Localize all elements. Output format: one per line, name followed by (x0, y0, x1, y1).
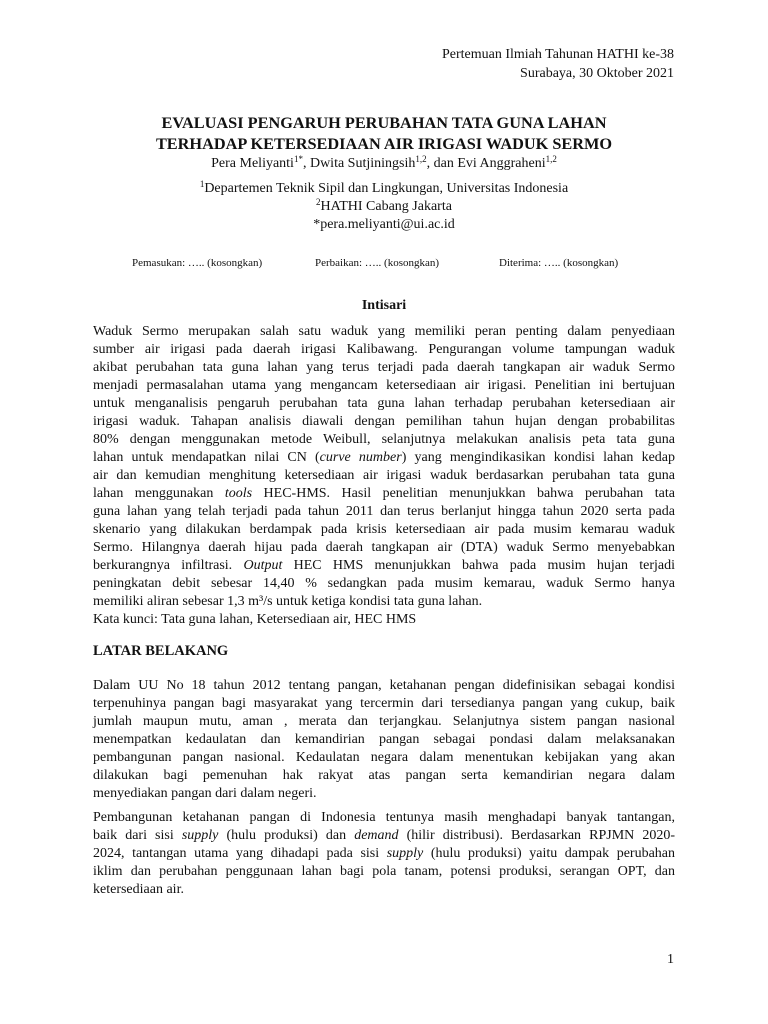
page-number: 1 (667, 952, 674, 967)
title-line-2: TERHADAP KETERSEDIAAN AIR IRIGASI WADUK SERMO (155, 134, 613, 153)
abstract-body (93, 323, 675, 611)
affiliation-2-mark: 2 (316, 197, 321, 207)
paragraph-line (93, 827, 675, 845)
submitted-date: Pemasukan: ….. (kosongkan) (132, 257, 263, 269)
affiliation-1-text: Departemen Teknik Sipil dan Lingkungan, Universitas Indonesia (204, 181, 569, 196)
paragraph-text: (hulu produksi) dan (218, 828, 355, 843)
abstract-line: memiliki aliran sebesar 1,3 m³/s untuk ketiga kondisi tata guna lahan. (93, 594, 483, 609)
paragraph-line: jumlah maupun mutu, aman , merata dan terjangkau. Selanjutnya sistem pangan nasional (93, 714, 675, 729)
abstract-line (93, 485, 675, 503)
abstract-line: sumber air irigasi pada daerah irigasi Kalibawang. Pengurangan volume tampungan waduk (93, 342, 675, 357)
abstract-emphasis: Output (243, 558, 283, 573)
author-3-mark: 1,2 (545, 154, 557, 164)
paragraph-line: ketersediaan air. (93, 882, 184, 897)
paragraph-line: pembangunan pangan nasional. Kedaulatan negara dalam menentukan kebijakan yang akan (93, 750, 675, 765)
affiliation-2 (0, 198, 768, 216)
author-2: , Dwita Sutjiningsih (302, 156, 416, 171)
paragraph-line: terpenuhinya pangan bagi masyarakat yang tercermin dari tersedianya pangan yang cukup, baik (93, 696, 675, 711)
section-heading: LATAR BELAKANG (93, 643, 229, 659)
paragraph-emphasis: demand (354, 828, 399, 843)
affiliations (0, 180, 768, 234)
abstract-line: irigasi waduk. Tahapan analisis diawali dengan pemilihan tahun hujan dengan probabilitas (93, 414, 675, 429)
title-line-1: EVALUASI PENGARUH PERUBAHAN TATA GUNA LAHAN (161, 113, 607, 132)
paragraph-line: iklim dan perubahan penggunaan lahan bagi pola tanam, potensi produksi, serangan OPT, dan (93, 864, 675, 879)
keywords: Kata kunci: Tata guna lahan, Ketersediaan air, HEC HMS (93, 612, 417, 627)
paragraph-text: (hulu produksi) yaitu dampak perubahan (423, 846, 676, 861)
affiliation-1-mark: 1 (199, 179, 205, 189)
paper-title (0, 112, 768, 154)
abstract-line (93, 557, 675, 575)
paragraph-line: menempatkan kedaulatan dan kemandirian pangan sebagai pondasi dalam melaksanakan (93, 732, 675, 747)
paragraph-line: Pembangunan ketahanan pangan di Indonesia tentunya masih menghadapi banyak tantangan, (93, 810, 675, 825)
author-2-mark: 1,2 (415, 154, 427, 164)
paragraph-emphasis: supply (181, 828, 219, 843)
paragraph-line: Dalam UU No 18 tahun 2012 tentang pangan, ketahanan pengan didefinisikan sebagai kondisi (93, 678, 675, 693)
paragraph-line: menyediakan pangan dari dalam negeri. (93, 786, 317, 801)
revised-date: Perbaikan: ….. (kosongkan) (315, 257, 440, 269)
abstract-line: Waduk Sermo merupakan salah satu waduk yang memiliki peran penting dalam penyediaan (93, 324, 675, 339)
abstract-line: peningkatan debit sebesar 14,40 % sedangkan pada musim kemarau, waduk Sermo hanya (93, 576, 675, 591)
abstract-line: Sermo. Hilangnya daerah hijau pada daerah tangkapan air (DTA) waduk Sermo menyebabkan (93, 540, 675, 555)
abstract-emphasis: tools (224, 486, 253, 501)
paragraph-line (93, 845, 675, 863)
abstract-line: untuk menganalisis pengaruh perubahan tata guna lahan terhadap perubahan ketersediaan air (93, 396, 675, 411)
abstract-heading: Intisari (361, 298, 407, 313)
abstract-text: lahan menggunakan (93, 486, 225, 501)
abstract-text: lahan untuk mendapatkan nilai CN ( (93, 450, 320, 465)
abstract-line: menjadi permasalahan utama yang mengancam ketersediaan air irigasi. Penelitian ini bertujuan (93, 378, 675, 393)
author-3: , dan Evi Anggraheni (426, 156, 546, 171)
conference-name: Pertemuan Ilmiah Tahunan HATHI ke-38 (441, 47, 674, 62)
abstract-text: HEC HMS menunjukkan bahwa pada musim hujan terjadi (282, 558, 676, 573)
accepted-date: Diterima: ….. (kosongkan) (499, 257, 619, 269)
conference-header (442, 45, 674, 83)
abstract-line: akibat perubahan tata guna lahan yang terus terjadi pada daerah tangkapan air waduk Sermo (93, 360, 675, 375)
author-list (0, 154, 768, 173)
abstract-line: air dan kemudian menghitung ketersediaan air irigasi waduk berdasarkan perubahan tata guna (93, 468, 675, 483)
abstract-line (93, 449, 675, 467)
abstract-emphasis: curve number (319, 450, 402, 465)
affiliation-1 (0, 180, 768, 198)
abstract-line: skenario yang dilakukan berdampak pada krisis ketersediaan air pada musim kemarau waduk (93, 522, 675, 537)
paragraph-text: 2024, tantangan utama yang dihadapi pada sisi (93, 846, 387, 861)
abstract-text: HEC-HMS. Hasil penelitian menunjukkan bahwa perubahan tata (252, 486, 675, 501)
paragraph-text: baik dari sisi (93, 828, 182, 843)
section-paragraph-1 (93, 677, 675, 803)
paragraph-emphasis: supply (386, 846, 424, 861)
conference-place-date: Surabaya, 30 Oktober 2021 (520, 66, 674, 81)
author-1: Pera Meliyanti (211, 156, 294, 171)
paragraph-line: dilakukan bagi pemenuhan hak rakyat atas pangan serta kemandirian negara dalam (93, 768, 675, 783)
affiliation-2-text: HATHI Cabang Jakarta (320, 199, 452, 214)
abstract-line: guna lahan yang telah terjadi pada tahun 2011 dan terus berlanjut hingga tahun 2020 serta pada (93, 504, 675, 519)
paragraph-text: (hilir distribusi). Berdasarkan RPJMN 2020- (398, 828, 676, 843)
section-paragraph-2 (93, 809, 675, 899)
abstract-line: 80% dengan menggunakan metode Weibull, selanjutnya melakukan analisis peta tata guna (93, 432, 675, 447)
author-1-mark: 1* (293, 154, 303, 164)
abstract-text: berkurangnya infiltrasi. (93, 558, 244, 573)
corresponding-email: *pera.meliyanti@ui.ac.id (313, 217, 455, 232)
abstract-text: ) yang mengindikasikan kondisi lahan kedap (401, 450, 675, 465)
